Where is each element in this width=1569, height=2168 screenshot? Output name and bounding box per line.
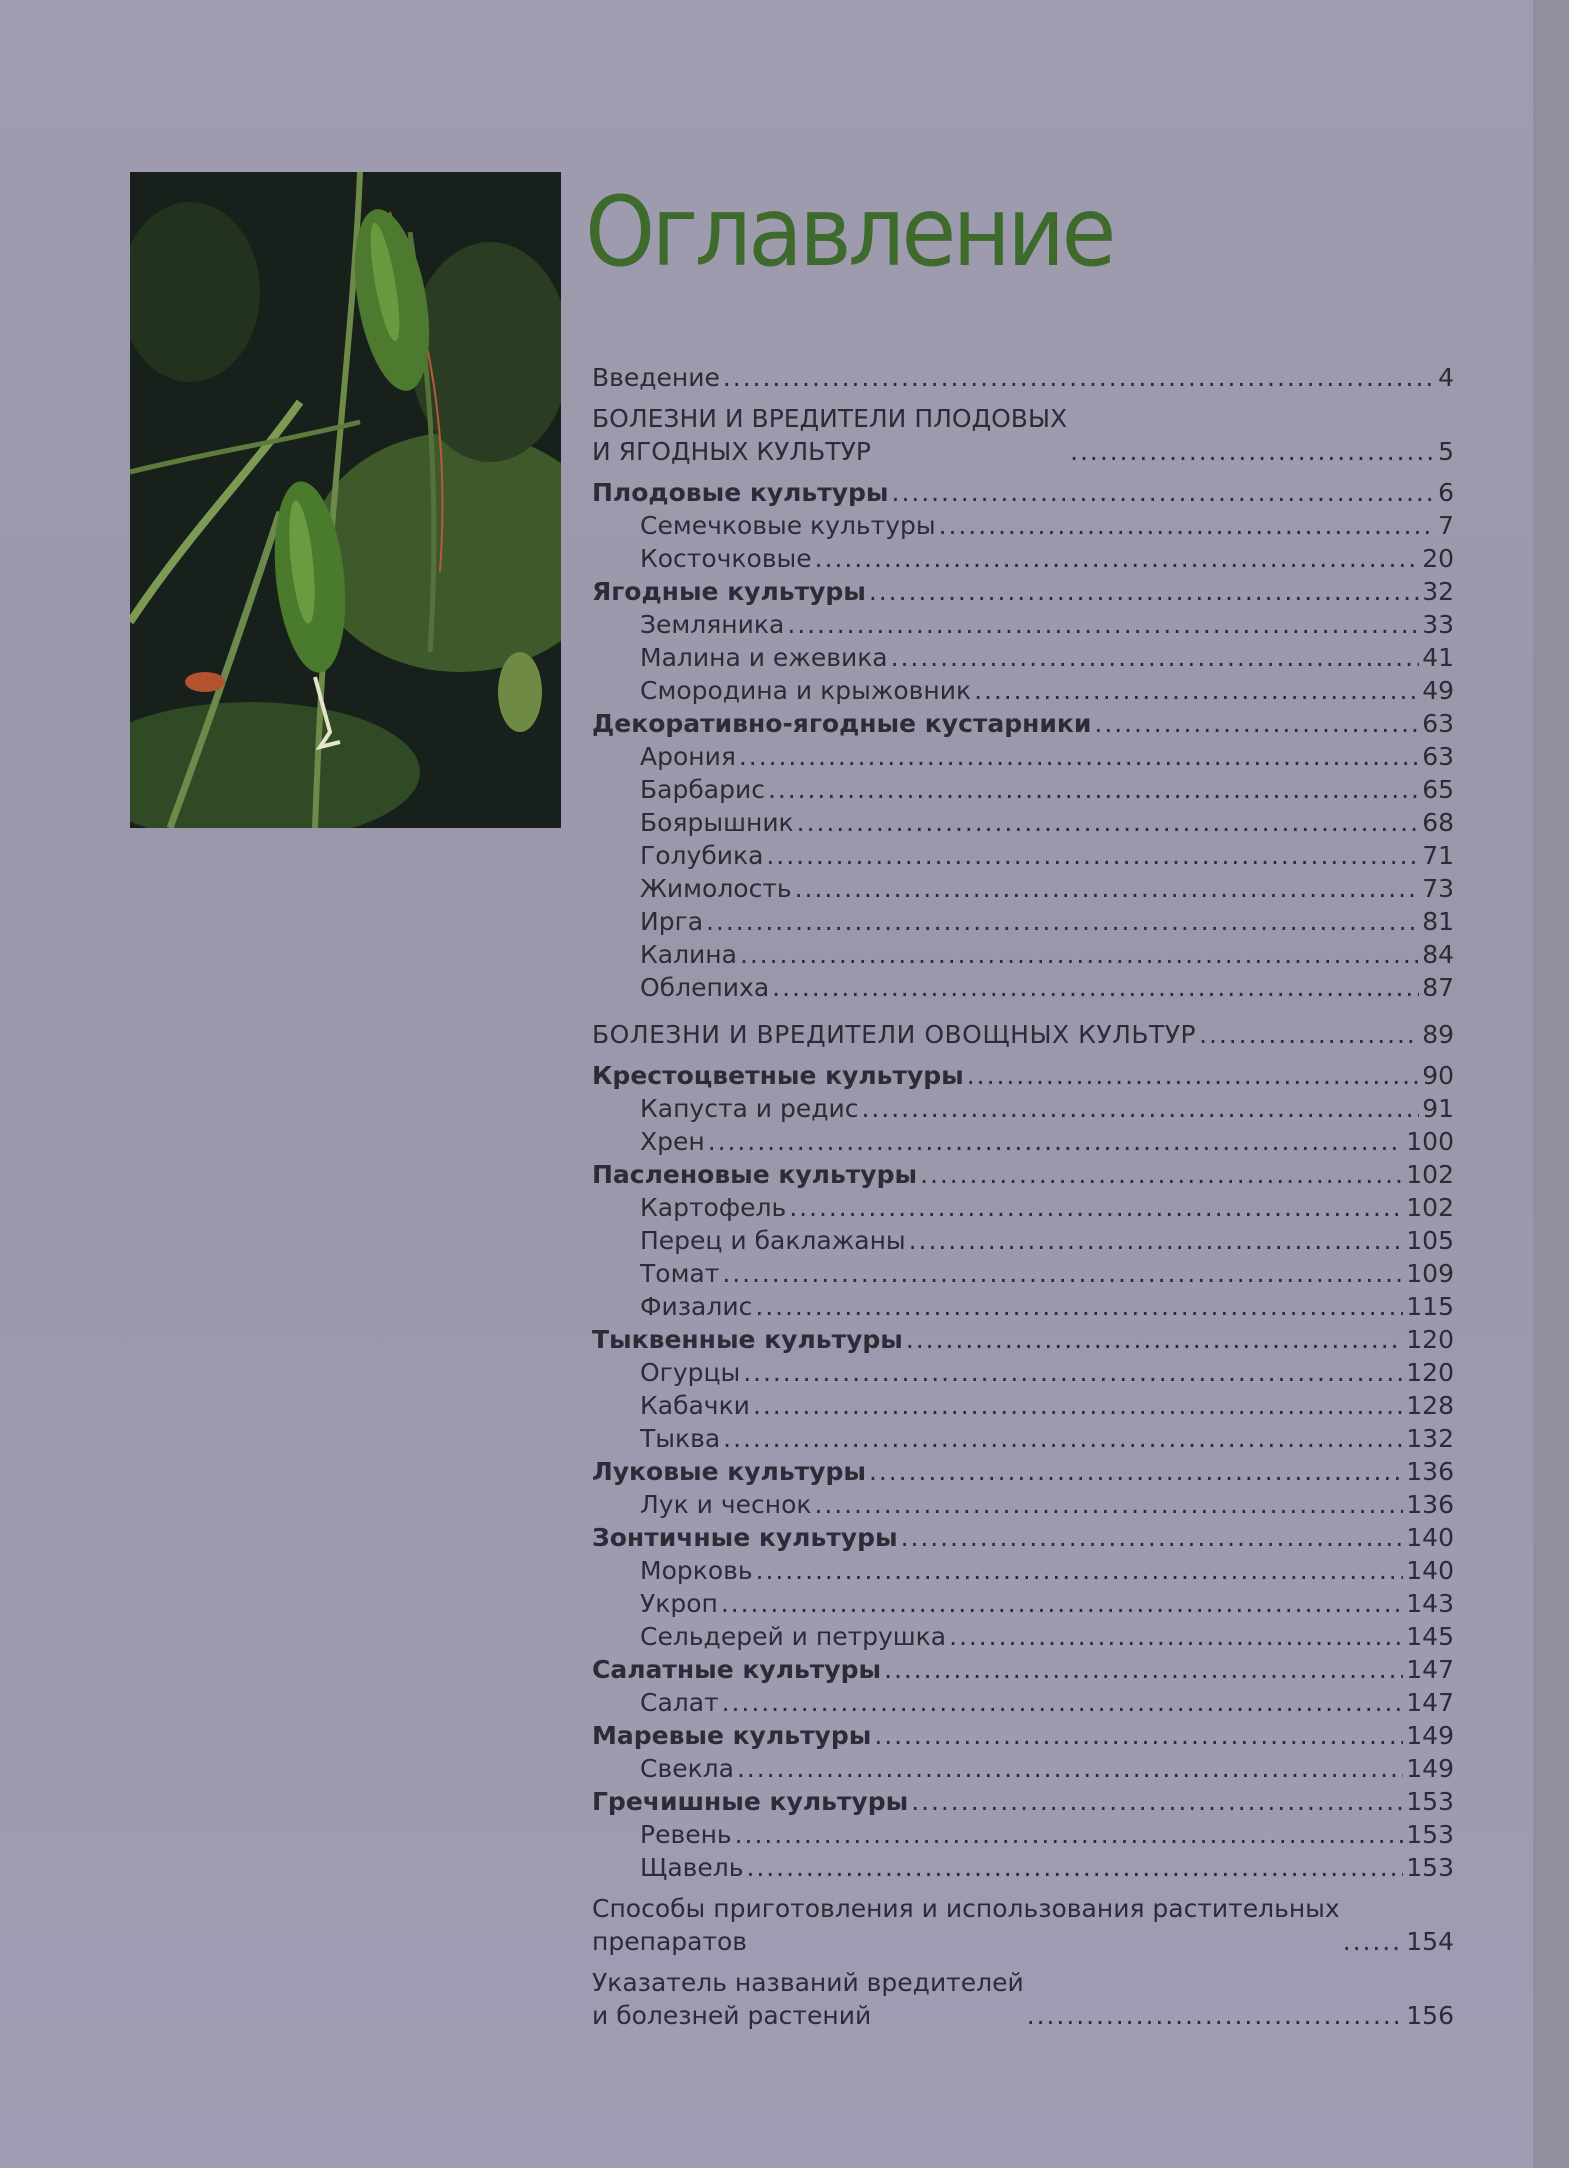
- toc-leader-dots: [772, 971, 1419, 1004]
- toc-entry-page: 63: [1422, 742, 1454, 771]
- toc-leader-dots: [735, 1818, 1404, 1851]
- toc-entry-page: 63: [1422, 709, 1454, 738]
- toc-leader-dots: [911, 1785, 1403, 1818]
- toc-leader-dots: [753, 1389, 1403, 1422]
- toc-entry: [592, 1059, 1454, 1092]
- toc-entry-label: Ирга: [640, 907, 704, 936]
- cucumber-photo: [130, 172, 561, 828]
- toc-leader-dots: [721, 1587, 1403, 1620]
- toc-entry-page: 102: [1406, 1160, 1454, 1189]
- toc-entry: [592, 1851, 1454, 1884]
- toc-entry-label: БОЛЕЗНИ И ВРЕДИТЕЛИ ПЛОДОВЫХ И ЯГОДНЫХ КУЛЬТУР: [592, 404, 1068, 466]
- toc-entry-page: 147: [1406, 1688, 1454, 1717]
- toc-entry-page: 33: [1422, 610, 1454, 639]
- toc-leader-dots: [706, 905, 1419, 938]
- toc-entry-label: Салат: [640, 1688, 719, 1717]
- toc-entry-label: Барбарис: [640, 775, 765, 804]
- toc-entry-label: Зонтичные культуры: [592, 1523, 898, 1552]
- toc-entry-page: 140: [1406, 1556, 1454, 1585]
- toc-entry-page: 49: [1422, 676, 1454, 705]
- toc-leader-dots: [1070, 435, 1435, 468]
- toc-entry-page: 153: [1406, 1787, 1454, 1816]
- toc-entry: [592, 872, 1454, 905]
- toc-entry: [592, 402, 1454, 468]
- toc-leader-dots: [739, 740, 1419, 773]
- toc-entry-label: Пасленовые культуры: [592, 1160, 918, 1189]
- toc-entry-label: Луковые культуры: [592, 1457, 866, 1486]
- toc-entry-label: Морковь: [640, 1556, 753, 1585]
- toc-entry-page: 115: [1406, 1292, 1454, 1321]
- toc-leader-dots: [901, 1521, 1404, 1554]
- toc-entry: [592, 1620, 1454, 1653]
- toc-entry-label: Арония: [640, 742, 736, 771]
- toc-entry-label: Боярышник: [640, 808, 794, 837]
- toc-entry-label: Сельдерей и петрушка: [640, 1622, 947, 1651]
- toc-entry: [592, 1356, 1454, 1389]
- toc-entry-page: 5: [1438, 437, 1454, 466]
- toc-leader-dots: [939, 509, 1435, 542]
- toc-entry-label: Калина: [640, 940, 737, 969]
- toc-entry: [592, 1224, 1454, 1257]
- toc-entry-label: Перец и баклажаны: [640, 1226, 906, 1255]
- toc-entry: [592, 1323, 1454, 1356]
- toc-entry-label: Ревень: [640, 1820, 732, 1849]
- toc-leader-dots: [862, 1092, 1420, 1125]
- toc-leader-dots: [906, 1323, 1403, 1356]
- table-of-contents: [592, 361, 1454, 2032]
- toc-entry-label: Голубика: [640, 841, 764, 870]
- toc-entry: [592, 575, 1454, 608]
- toc-entry-page: 147: [1406, 1655, 1454, 1684]
- toc-entry-page: 153: [1406, 1820, 1454, 1849]
- toc-entry: [592, 1455, 1454, 1488]
- toc-entry-label: Малина и ежевика: [640, 643, 888, 672]
- toc-entry-label: Жимолость: [640, 874, 792, 903]
- toc-entry-label: Введение: [592, 363, 720, 392]
- toc-entry-label: Плодовые культуры: [592, 478, 889, 507]
- toc-entry-page: 132: [1406, 1424, 1454, 1453]
- toc-entry: [592, 1290, 1454, 1323]
- toc-entry: [592, 839, 1454, 872]
- toc-entry-label: Хрен: [640, 1127, 705, 1156]
- page-title: Оглавление: [585, 176, 1113, 288]
- toc-entry-page: 71: [1422, 841, 1454, 870]
- toc-entry: [592, 773, 1454, 806]
- toc-entry-label: Укроп: [640, 1589, 718, 1618]
- toc-entry: [592, 1653, 1454, 1686]
- toc-entry-label: Физалис: [640, 1292, 753, 1321]
- toc-entry: [592, 361, 1454, 394]
- toc-entry-page: 136: [1406, 1490, 1454, 1519]
- toc-entry-page: 136: [1406, 1457, 1454, 1486]
- toc-leader-dots: [722, 1686, 1404, 1719]
- toc-entry: [592, 1818, 1454, 1851]
- toc-entry: [592, 476, 1454, 509]
- toc-entry-page: 91: [1422, 1094, 1454, 1123]
- toc-entry-label: Тыквенные культуры: [592, 1325, 903, 1354]
- toc-entry-page: 81: [1422, 907, 1454, 936]
- toc-entry: [592, 971, 1454, 1004]
- toc-entry-page: 145: [1406, 1622, 1454, 1651]
- toc-entry-page: 102: [1406, 1193, 1454, 1222]
- toc-entry: [592, 1092, 1454, 1125]
- toc-entry: [592, 1191, 1454, 1224]
- toc-entry: [592, 1719, 1454, 1752]
- toc-entry-page: 65: [1422, 775, 1454, 804]
- toc-leader-dots: [974, 674, 1419, 707]
- toc-entry: [592, 1587, 1454, 1620]
- toc-entry-page: 84: [1422, 940, 1454, 969]
- toc-entry-label: Картофель: [640, 1193, 787, 1222]
- toc-entry: [592, 1389, 1454, 1422]
- toc-entry: [592, 740, 1454, 773]
- toc-entry: [592, 806, 1454, 839]
- toc-entry-page: 149: [1406, 1721, 1454, 1750]
- toc-entry: [592, 1752, 1454, 1785]
- toc-entry-label: Свекла: [640, 1754, 734, 1783]
- toc-entry: [592, 1488, 1454, 1521]
- toc-leader-dots: [814, 1488, 1403, 1521]
- cucumber-plant-image: [130, 172, 561, 828]
- toc-entry: [592, 509, 1454, 542]
- toc-entry: [592, 1125, 1454, 1158]
- toc-leader-dots: [869, 1455, 1403, 1488]
- toc-entry-page: 90: [1422, 1061, 1454, 1090]
- toc-entry-label: Салатные культуры: [592, 1655, 882, 1684]
- toc-leader-dots: [755, 1290, 1403, 1323]
- toc-leader-dots: [815, 542, 1420, 575]
- toc-entry: [592, 674, 1454, 707]
- toc-leader-dots: [891, 641, 1420, 674]
- toc-leader-dots: [1027, 1999, 1404, 2032]
- toc-leader-dots: [1343, 1925, 1404, 1958]
- toc-leader-dots: [892, 476, 1436, 509]
- toc-leader-dots: [747, 1851, 1404, 1884]
- toc-entry: [592, 938, 1454, 971]
- toc-entry-label: Щавель: [640, 1853, 744, 1882]
- toc-entry-page: 68: [1422, 808, 1454, 837]
- toc-entry: [592, 1966, 1454, 2032]
- toc-leader-dots: [884, 1653, 1403, 1686]
- toc-entry-label: Облепиха: [640, 973, 770, 1002]
- toc-entry-label: Лук и чеснок: [640, 1490, 812, 1519]
- toc-entry-label: Смородина и крыжовник: [640, 676, 972, 705]
- toc-entry-page: 100: [1406, 1127, 1454, 1156]
- toc-leader-dots: [795, 872, 1420, 905]
- toc-entry: [592, 1521, 1454, 1554]
- toc-entry: [592, 1686, 1454, 1719]
- toc-leader-dots: [1094, 707, 1419, 740]
- toc-entry-page: 120: [1406, 1325, 1454, 1354]
- toc-entry: [592, 608, 1454, 641]
- toc-leader-dots: [756, 1554, 1404, 1587]
- toc-entry: [592, 641, 1454, 674]
- toc-entry-page: 7: [1438, 511, 1454, 540]
- toc-entry-label: Декоративно-ягодные кустарники: [592, 709, 1092, 738]
- toc-entry: [592, 1158, 1454, 1191]
- toc-entry-page: 4: [1438, 363, 1454, 392]
- toc-leader-dots: [743, 1356, 1403, 1389]
- toc-leader-dots: [708, 1125, 1404, 1158]
- toc-entry-label: Семечковые культуры: [640, 511, 936, 540]
- toc-entry-page: 105: [1406, 1226, 1454, 1255]
- toc-entry-page: 140: [1406, 1523, 1454, 1552]
- toc-leader-dots: [874, 1719, 1403, 1752]
- toc-entry: [592, 707, 1454, 740]
- toc-entry-label: Ягодные культуры: [592, 577, 866, 606]
- toc-entry-label: Косточковые: [640, 544, 812, 573]
- toc-entry-page: 6: [1438, 478, 1454, 507]
- toc-entry: [592, 1422, 1454, 1455]
- toc-entry-page: 89: [1422, 1020, 1454, 1049]
- toc-entry-label: Огурцы: [640, 1358, 741, 1387]
- toc-entry-label: Кабачки: [640, 1391, 750, 1420]
- toc-entry: [592, 1554, 1454, 1587]
- toc-entry: [592, 905, 1454, 938]
- toc-leader-dots: [787, 608, 1419, 641]
- toc-entry-page: 143: [1406, 1589, 1454, 1618]
- toc-entry: [592, 1018, 1454, 1051]
- toc-entry-page: 149: [1406, 1754, 1454, 1783]
- toc-entry-label: Томат: [640, 1259, 720, 1288]
- toc-entry-page: 87: [1422, 973, 1454, 1002]
- toc-entry-page: 128: [1406, 1391, 1454, 1420]
- toc-entry-label: Гречишные культуры: [592, 1787, 909, 1816]
- toc-leader-dots: [920, 1158, 1403, 1191]
- toc-leader-dots: [869, 575, 1419, 608]
- toc-entry-page: 154: [1406, 1927, 1454, 1956]
- toc-leader-dots: [740, 938, 1419, 971]
- toc-leader-dots: [722, 1257, 1403, 1290]
- toc-entry-page: 156: [1406, 2001, 1454, 2030]
- toc-leader-dots: [789, 1191, 1403, 1224]
- toc-entry-page: 32: [1422, 577, 1454, 606]
- toc-leader-dots: [949, 1620, 1403, 1653]
- toc-leader-dots: [1199, 1018, 1419, 1051]
- toc-entry-page: 120: [1406, 1358, 1454, 1387]
- toc-entry: [592, 1785, 1454, 1818]
- toc-leader-dots: [723, 361, 1435, 394]
- toc-entry-page: 109: [1406, 1259, 1454, 1288]
- toc-leader-dots: [967, 1059, 1419, 1092]
- toc-leader-dots: [766, 839, 1419, 872]
- toc-leader-dots: [723, 1422, 1403, 1455]
- toc-entry-label: Способы приготовления и использования растительных препаратов: [592, 1894, 1340, 1956]
- toc-entry-label: Капуста и редис: [640, 1094, 859, 1123]
- page-edge: [1533, 0, 1569, 2168]
- toc-entry-label: БОЛЕЗНИ И ВРЕДИТЕЛИ ОВОЩНЫХ КУЛЬТУР: [592, 1020, 1197, 1049]
- toc-leader-dots: [909, 1224, 1404, 1257]
- toc-leader-dots: [797, 806, 1420, 839]
- toc-entry-page: 20: [1422, 544, 1454, 573]
- toc-entry-label: Тыква: [640, 1424, 721, 1453]
- toc-entry-label: Маревые культуры: [592, 1721, 872, 1750]
- toc-entry-label: Крестоцветные культуры: [592, 1061, 964, 1090]
- toc-entry-label: Земляника: [640, 610, 785, 639]
- toc-leader-dots: [768, 773, 1419, 806]
- toc-leader-dots: [737, 1752, 1403, 1785]
- toc-entry-page: 153: [1406, 1853, 1454, 1882]
- toc-entry-page: 41: [1422, 643, 1454, 672]
- toc-entry-label: Указатель названий вредителей и болезней растений: [592, 1968, 1024, 2030]
- toc-entry: [592, 1892, 1454, 1958]
- toc-entry-page: 73: [1422, 874, 1454, 903]
- toc-entry: [592, 1257, 1454, 1290]
- toc-entry: [592, 542, 1454, 575]
